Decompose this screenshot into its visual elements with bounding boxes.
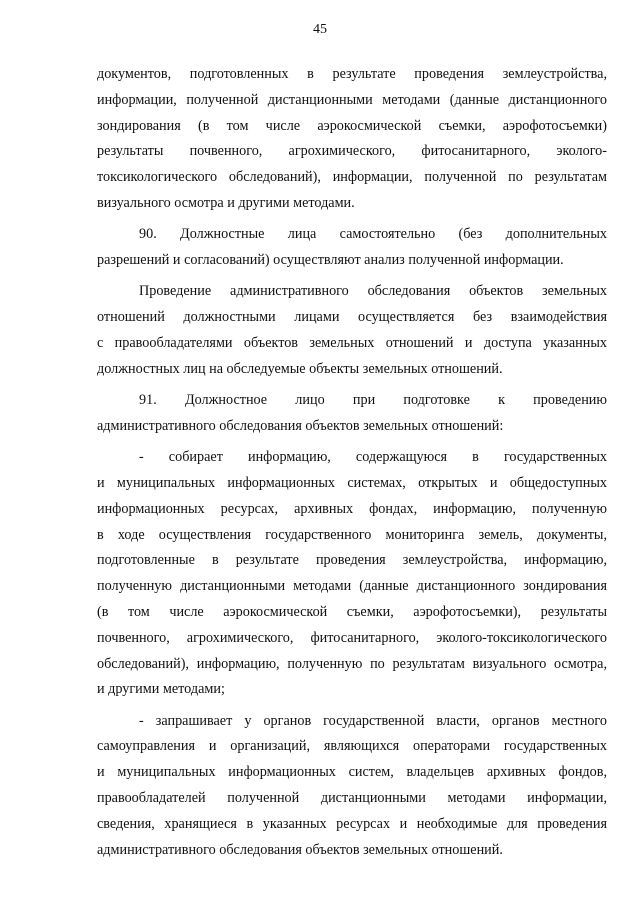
text-line: в ходе осуществления государственного мониторинга земель, документы,	[97, 526, 607, 543]
text-line: зондирования (в том числе аэрокосмической съемки, аэрофотосъемки)	[97, 117, 607, 134]
text-line: визуального осмотра и другими методами.	[97, 194, 355, 211]
text-line: почвенного, агрохимического, фитосанитарного, эколого-токсикологического	[97, 629, 607, 646]
paragraph	[97, 388, 607, 440]
text-line: информационных ресурсах, архивных фондах, информацию, полученную	[97, 500, 607, 517]
text-line: полученную дистанционными методами (данные дистанционного зондирования	[97, 578, 607, 595]
text-line: подготовленные в результате проведения землеустройства, информацию,	[97, 552, 607, 569]
text-line: должностных лиц на обследуемые объекты земельных отношений.	[97, 360, 503, 377]
text-line: и муниципальных информационных систем, владельцев архивных фондов,	[97, 764, 607, 781]
text-line: - запрашивает у органов государственной власти, органов местного	[139, 712, 607, 729]
text-line: обследований), информацию, полученную по результатам визуального осмотра,	[97, 655, 607, 672]
text-line: информации, полученной дистанционными методами (данные дистанционного	[97, 91, 607, 108]
paragraph	[97, 62, 607, 217]
text-line: Проведение административного обследования объектов земельных	[139, 283, 607, 300]
text-line: разрешений и согласований) осуществляют анализ полученной информации.	[97, 252, 564, 269]
text-line: и муниципальных информационных системах, открытых и общедоступных	[97, 474, 607, 491]
text-line: сведения, хранящиеся в указанных ресурсах и необходимые для проведения	[97, 815, 607, 832]
page-number: 45	[313, 22, 327, 37]
text-line: административного обследования объектов земельных отношений:	[97, 417, 504, 434]
text-line: 91. Должностное лицо при подготовке к проведению	[139, 392, 607, 409]
paragraph	[97, 222, 607, 274]
text-line: 90. Должностные лица самостоятельно (без дополнительных	[139, 226, 607, 243]
text-line: с правообладателями объектов земельных отношений и доступа указанных	[97, 334, 607, 351]
text-line: самоуправления и организаций, являющихся операторами государственных	[97, 738, 607, 755]
text-line: правообладателей полученной дистанционными методами информации,	[97, 790, 607, 807]
text-line: административного обследования объектов земельных отношений.	[97, 841, 503, 858]
text-line: токсикологического обследований), информации, полученной по результатам	[97, 169, 607, 186]
document-body	[97, 62, 607, 863]
paragraph	[97, 279, 607, 382]
text-line: отношений должностными лицами осуществляется без взаимодействия	[97, 309, 607, 326]
text-line: документов, подготовленных в результате проведения землеустройства,	[97, 66, 607, 82]
paragraph	[97, 445, 607, 703]
text-line: результаты почвенного, агрохимического, фитосанитарного, эколого-	[97, 143, 607, 160]
text-line: - собирает информацию, содержащуюся в государственных	[139, 449, 607, 466]
text-line: (в том числе аэрокосмической съемки, аэрофотосъемки), результаты	[97, 603, 607, 620]
paragraph	[97, 709, 607, 864]
text-line: и другими методами;	[97, 681, 225, 698]
